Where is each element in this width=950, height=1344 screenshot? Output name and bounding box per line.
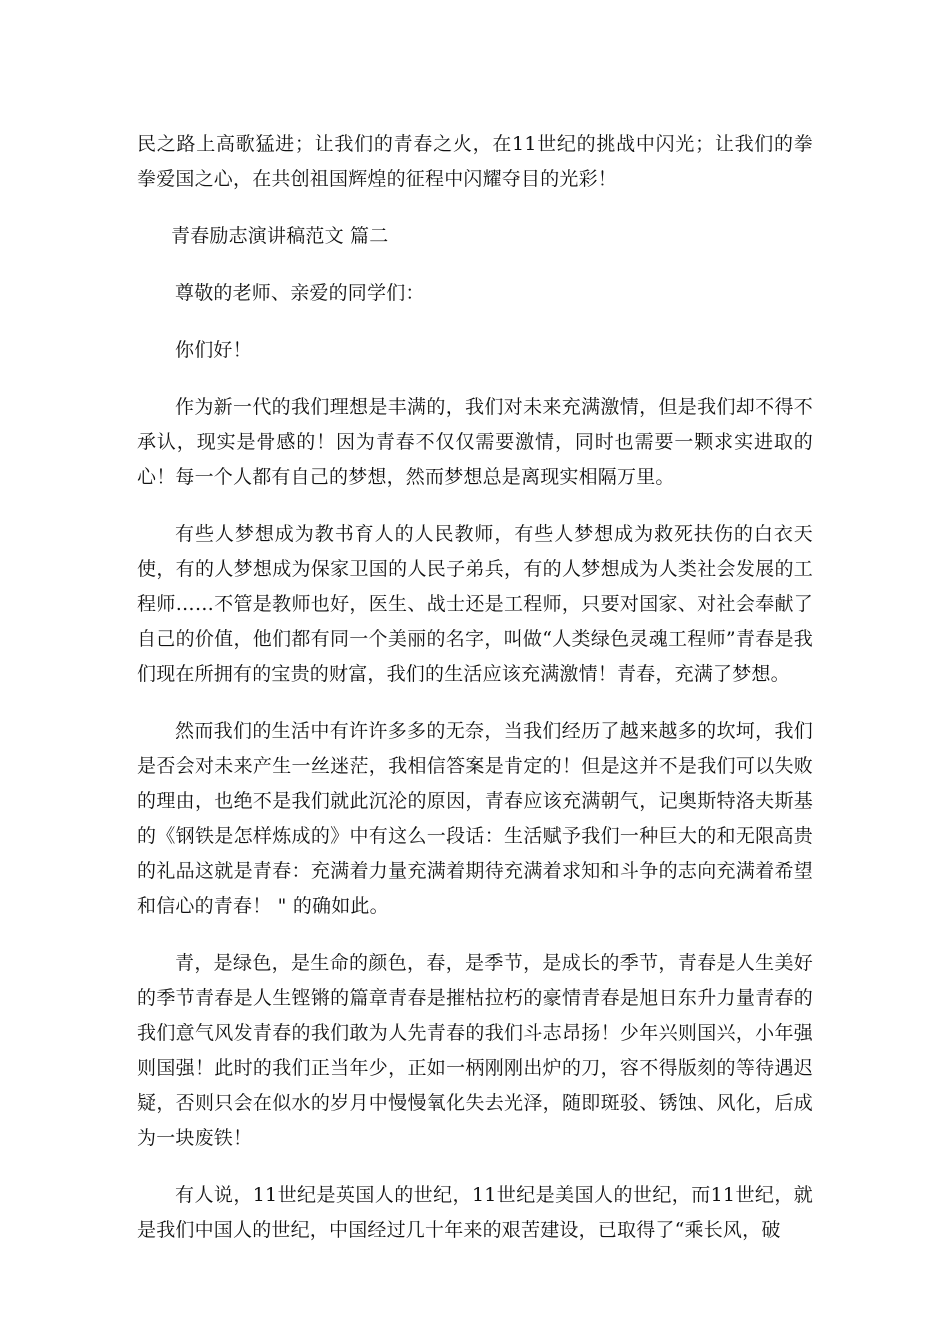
document-page bbox=[137, 127, 813, 1248]
body-paragraph-5: 有人说，11世纪是英国人的世纪，11世纪是美国人的世纪，而11世纪，就是我们中国人的世纪，中国经过几十年来的艰苦建设，已取得了“乘长风，破 bbox=[137, 1184, 813, 1241]
body-paragraph-4: 青，是绿色，是生命的颜色，春，是季节，是成长的季节，青春是人生美好的季节青春是人生铿锵的篇章青春是摧枯拉朽的豪情青春是旭日东升力量青春的我们意气风发青春的我们敢为人先青春的我们斗志昂扬！少年兴则国兴，小年强则国强！此时的我们正当年少，正如一柄刚刚出炉的刀，容不得版刻的等待遇迟疑，否则只会在似水的岁月中慢慢氧化失去光泽，随即斑驳、锈蚀、风化，后成为一块废铁！ bbox=[137, 952, 813, 1149]
body-paragraph-2: 有些人梦想成为教书育人的人民教师，有些人梦想成为救死扶伤的白衣天使，有的人梦想成为保家卫国的人民子弟兵，有的人梦想成为人类社会发展的工程师……不管是教师也好，医生、战士还是工程师，只要对国家、对社会奉献了自己的价值，他们都有同一个美丽的名字，叫做“人类绿色灵魂工程师”青春是我们现在所拥有的宝贵的财富，我们的生活应该充满激情！青春，充满了梦想。 bbox=[137, 523, 813, 685]
section-title: 青春励志演讲稿范文 篇二 bbox=[171, 225, 389, 247]
continuation-paragraph: 民之路上高歌猛进；让我们的青春之火，在11世纪的挑战中闪光；让我们的拳拳爱国之心，在共创祖国辉煌的征程中闪耀夺目的光彩！ bbox=[137, 133, 813, 190]
salutation: 你们好！ bbox=[175, 339, 252, 361]
body-paragraph-3: 然而我们的生活中有许许多多的无奈，当我们经历了越来越多的坎坷，我们是否会对未来产生一丝迷茫，我相信答案是肯定的！但是这并不是我们可以失败的理由，也绝不是我们就此沉沦的原因，青春应该充满朝气，记奥斯特洛夫斯基的《钢铁是怎样炼成的》中有这么一段话：生活赋予我们一种巨大的和无限高贵的礼品这就是青春：充满着力量充满着期待充满着求知和斗争的志向充满着希望和信心的青春！ " 的确如此。 bbox=[137, 720, 813, 917]
body-paragraph-1: 作为新一代的我们理想是丰满的，我们对未来充满激情，但是我们却不得不承认，现实是骨感的！因为青春不仅仅需要激情，同时也需要一颗求实进取的心！每一个人都有自己的梦想，然而梦想总是离现实相隔万里。 bbox=[137, 396, 813, 488]
greeting: 尊敬的老师、亲爱的同学们： bbox=[175, 282, 425, 304]
